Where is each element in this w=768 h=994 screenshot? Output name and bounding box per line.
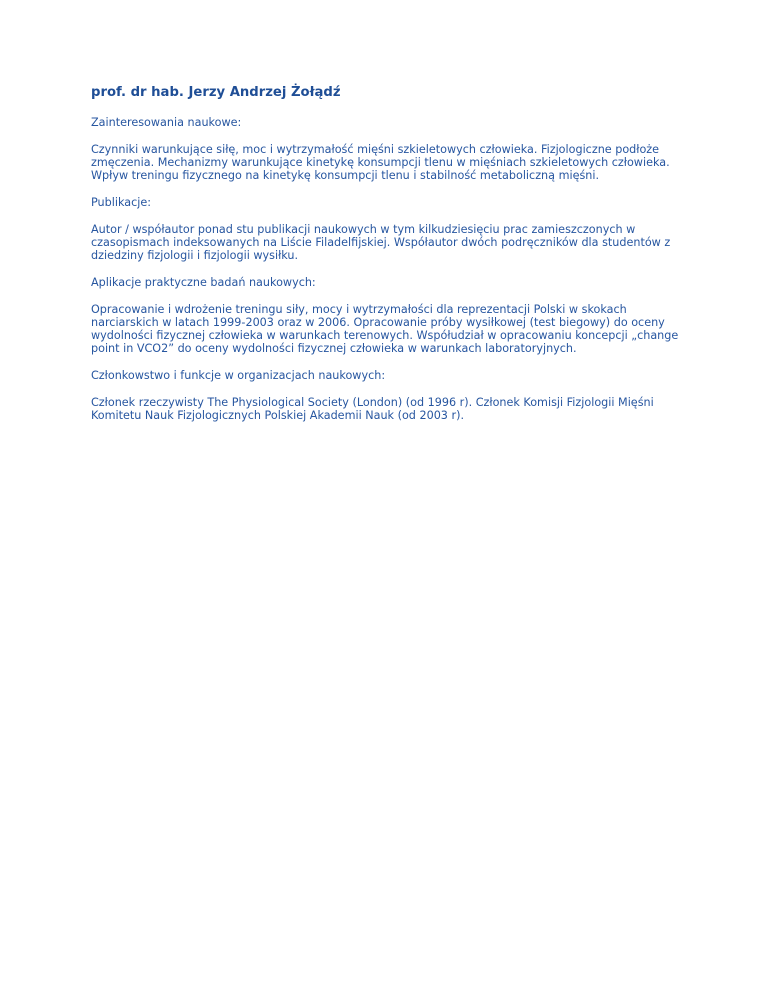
section-heading-practical-applications: Aplikacje praktyczne badań naukowych: xyxy=(91,276,316,289)
section-heading-publications: Publikacje: xyxy=(91,196,152,209)
document-page xyxy=(91,84,681,436)
section-text-publications: Autor / współautor ponad stu publikacji naukowych w tym kilkudziesięciu prac zamieszczonych w czasopismach indeksowanych na Liście Filadelfijskiej. Współautor dwóch podręczników dla studentów z dziedziny fizjologii i fizjologii wysiłku. xyxy=(91,223,671,262)
section-text-research-interests: Czynniki warunkujące siłę, moc i wytrzymałość mięśni szkieletowych człowieka. Fizjologiczne podłoże zmęczenia. Mechanizmy warunkujące kinetykę konsumpcji tlenu w mięśniach szkieletowych człowieka. Wpływ treningu fizycznego na kinetykę konsumpcji tlenu i stabilność metaboliczną mięśni. xyxy=(91,143,670,182)
section-text-practical-applications: Opracowanie i wdrożenie treningu siły, mocy i wytrzymałości dla reprezentacji Polski w skokach narciarskich w latach 1999-2003 oraz w 2006. Opracowanie próby wysiłkowej (test biegowy) do oceny wydolności fizycznej człowieka w warunkach terenowych. Współudział w opracowaniu koncepcji „change point in VCO2” do oceny wydolności fizycznej człowieka w warunkach laboratoryjnych. xyxy=(91,303,679,355)
section-text-memberships: Członek rzeczywisty The Physiological Society (London) (od 1996 r). Członek Komisji Fizjologii Mięśni Komitetu Nauk Fizjologicznych Polskiej Akademii Nauk (od 2003 r). xyxy=(91,396,654,422)
page-title: prof. dr hab. Jerzy Andrzej Żołądź xyxy=(91,85,341,100)
section-heading-memberships: Członkowstwo i funkcje w organizacjach naukowych: xyxy=(91,369,386,382)
section-heading-research-interests: Zainteresowania naukowe: xyxy=(91,116,242,129)
